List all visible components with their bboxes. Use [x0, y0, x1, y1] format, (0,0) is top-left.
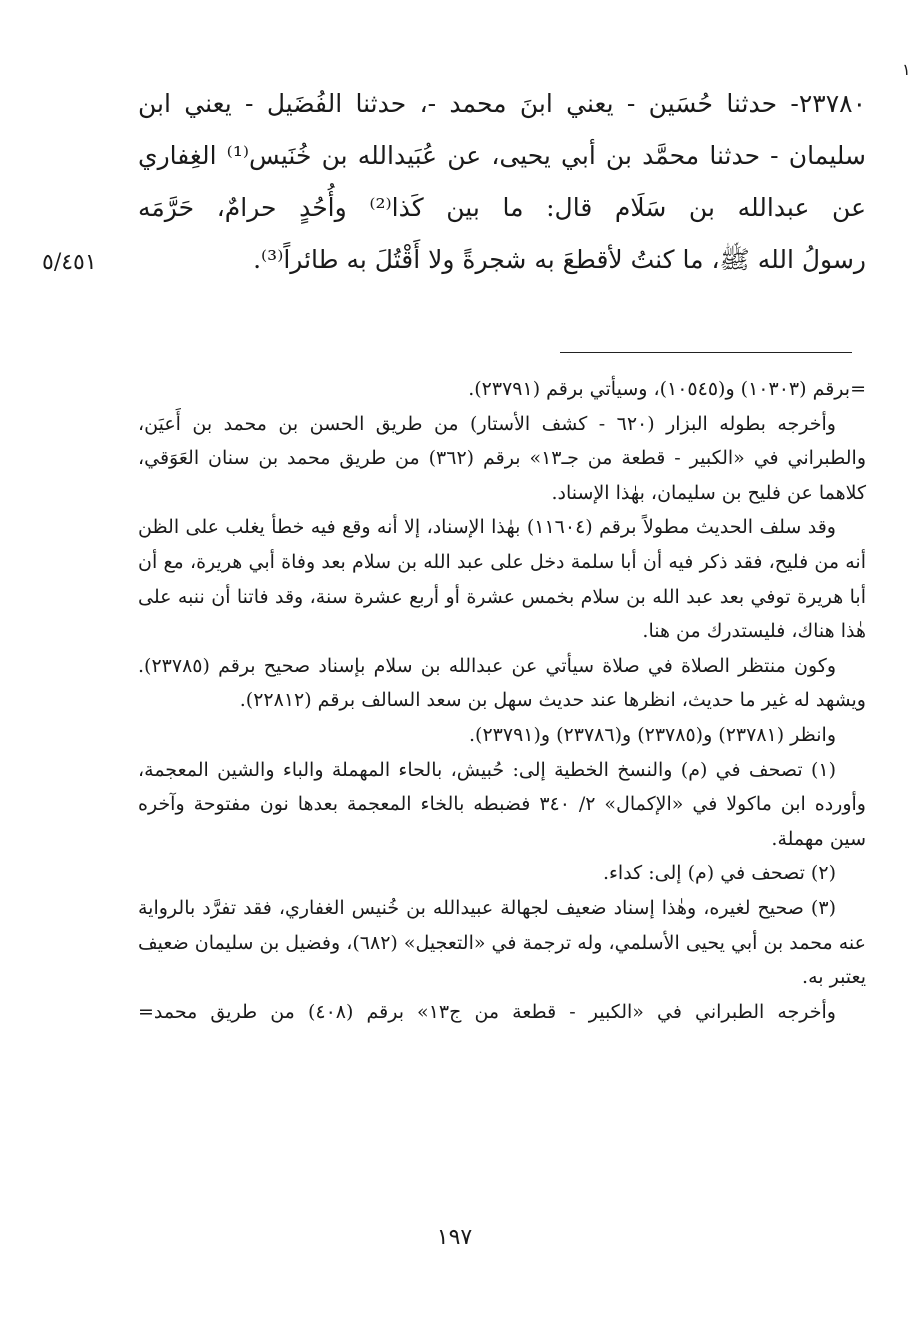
margin-volume-page-reference: ٥/٤٥١ — [42, 250, 97, 275]
footnote-paragraph: وأخرجه الطبراني في «الكبير - قطعة من ج١٣» برقم (٤٠٨) من طريق محمد= — [138, 1000, 836, 1023]
page-number: ١٩٧ — [436, 1225, 473, 1250]
hadith-line: عن عبدالله بن سَلَام قال: ما بين كَذا⁽²⁾ وأُحُدٍ حرامٌ، حَرَّمَه — [138, 193, 866, 222]
footnote-1: (١) تصحف في (م) والنسخ الخطية إلى: حُبيش، بالحاء المهملة والباء والشين المعجمة، وأورده ابن ماكولا في «الإكمال» ٢/ ٣٤٠ فضبطه بالخاء المعجمة بعدها نون مفتوحة وآخره سين مهملة. — [138, 758, 866, 850]
footnote-paragraph: وانظر (٢٣٧٨١) و(٢٣٧٨٥) و(٢٣٧٨٦) و(٢٣٧٩١). — [469, 723, 836, 746]
footnotes — [138, 372, 866, 1029]
footnote-paragraph: =برقم (١٠٣٠٣) و(١٠٥٤٥)، وسيأتي برقم (٢٣٧٩١). — [468, 378, 866, 400]
footnote-2: (٢) تصحف في (م) إلى: كداء. — [602, 862, 836, 885]
footnote-divider — [560, 352, 852, 353]
footnote-3: (٣) صحيح لغيره، وهٰذا إسناد ضعيف لجهالة عبيدالله بن خُنيس الغفاري، فقد تفرَّد بالرواية عنه محمد بن أبي يحيى الأسلمي، وله ترجمة في «التعجيل» (٦٨٢)، وفضيل بن سليمان ضعيف يعتبر به. — [138, 896, 866, 989]
hadith-line: ٢٣٧٨٠- حدثنا حُسَين - يعني ابنَ محمد -، حدثنا الفُضَيل - يعني ابن — [138, 89, 866, 118]
hadith-line: رسولُ الله ﷺ، ما كنتُ لأقطعَ به شجرةً ولا أَقْتُلَ به طائراً⁽³⁾. — [253, 245, 866, 274]
hadith-text — [138, 78, 866, 286]
footnote-paragraph: وأخرجه بطوله البزار (٦٢٠ - كشف الأستار) من طريق الحسن بن محمد بن أَعيَن، والطبراني في «الكبير - قطعة من جـ١٣» برقم (٣٦٢) من طريق محمد بن سنان العَوَقي، كلاهما عن فليح بن سليمان، بهٰذا الإسناد. — [138, 412, 866, 504]
edge-mark: ١ — [902, 60, 911, 79]
footnote-paragraph: وقد سلف الحديث مطولاً برقم (١١٦٠٤) بهٰذا الإسناد، إلا أنه وقع فيه خطأ يغلب على الظن أنه من فليح، فقد ذكر فيه أن أبا سلمة دخل على عبد الله بن سلام بعد وفاة أبي هريرة، مع أن أبا هريرة توفي بعد عبد الله بن سلام بخمس عشرة أو أربع عشرة سنة، وقد فاتنا أن ننبه على هٰذا هناك، فليستدرك من هنا. — [138, 516, 866, 643]
hadith-line: سليمان - حدثنا محمَّد بن أبي يحيى، عن عُبَيدالله بن خُنَيس⁽¹⁾ الغِفاري — [138, 141, 866, 170]
footnote-paragraph: وكون منتظر الصلاة في صلاة سيأتي عن عبدالله بن سلام بإسناد صحيح برقم (٢٣٧٨٥). ويشهد له غير ما حديث، انظرها عند حديث سهل بن سعد السالف برقم (٢٢٨١٢). — [138, 654, 866, 712]
